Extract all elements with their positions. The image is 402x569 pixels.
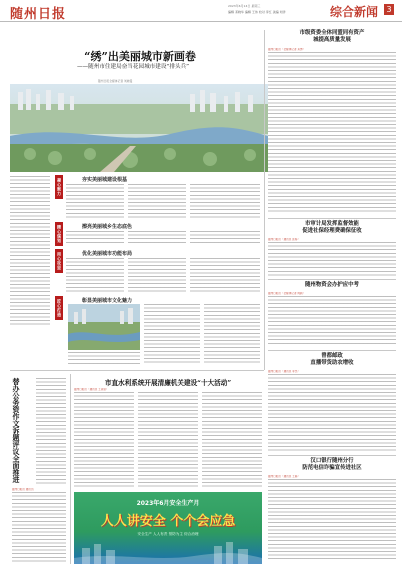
bottom-center-headline: 市直水利系统开展清廉机关建设“十大活动” [104, 379, 232, 387]
date-line: 2023年6月14日 星期三 [228, 4, 261, 8]
lead-byline: 随州日报全媒体记者 刘晓曼 [98, 79, 133, 83]
right-story-3 [268, 282, 396, 348]
section-title-4: 彰显美丽城市文化魅力 [82, 298, 133, 304]
right-story-5-title: 汉口银行随州分行 防范电信诈骗宣传进社区 [302, 458, 362, 471]
masthead [0, 0, 402, 22]
bottom-center-byline: 随州日报讯（通讯员 王冰思） [74, 388, 109, 391]
right-story-4 [268, 353, 396, 453]
lead-subheadline: ——随州市住建局奋当花园城市建设“排头兵” [76, 64, 190, 70]
right-story-1-title: 市级资委全体同盟同有资产 城提高质量发展 [299, 30, 365, 43]
lead-photo [10, 84, 268, 172]
section-title-1: 夯实美丽城建设根基 [82, 177, 128, 183]
section-tag-1: 凝心聚力 [55, 175, 63, 199]
paper-logo: 随州日报 [10, 7, 67, 22]
banner-skyline-graphic [74, 540, 262, 564]
section-tag-2: 精心谋划 [55, 222, 63, 246]
right-story-3-byline: 随州日报讯（全媒体记者 周鸥） [268, 292, 306, 295]
page-number: 3 [384, 4, 394, 15]
right-story-2 [268, 221, 396, 277]
section-tag-3: 用心攻坚 [55, 249, 63, 273]
bottom-left-story [10, 374, 68, 564]
banner-top-text: 2023年6月安全生产月 [136, 500, 200, 507]
banner-main-text: 人人讲安全 个个会应急 [100, 514, 236, 529]
right-story-3-title: 随州物资会办护应中考 [305, 282, 359, 288]
lead-headline: “绣”出美丽城市新画卷 [84, 50, 196, 63]
right-story-4-byline: 随州日报讯（通讯员 李杰） [268, 370, 300, 373]
editor-line: 编辑 邓晓华 编辑 王伟 校对 李红 美编 刘洋 [228, 10, 286, 14]
section-tag-4: 匠心打造 [55, 296, 63, 320]
right-story-1 [268, 30, 396, 216]
right-story-5 [268, 458, 396, 564]
right-story-4-title: 曾都邮政 直播带货助农增收 [310, 353, 354, 366]
section-title-2: 擦亮美丽城乡生态底色 [82, 224, 133, 230]
section-title: 综合新闻 [330, 5, 379, 19]
section-4-photo [68, 304, 140, 350]
bottom-left-headline: 替办公务资作文诉题评议全面推进 [12, 378, 21, 483]
right-story-2-title: 市审计局发挥监督效能 促进社保经理费确保征收 [302, 221, 362, 234]
safety-banner [74, 492, 262, 564]
bottom-left-byline: 随州日报讯 通讯员 [12, 488, 34, 491]
right-story-1-byline: 随州日报讯（全媒体记者 邓勇） [268, 48, 306, 51]
right-story-5-byline: 随州日报讯（通讯员 王娟） [268, 475, 300, 478]
lead-side-summary [10, 176, 50, 326]
bottom-center-story [74, 374, 262, 490]
right-story-2-byline: 随州日报讯（通讯员 张杨） [268, 238, 300, 241]
section-title-3: 优化美丽城市功能布局 [82, 251, 133, 257]
banner-sub-text: 安全生产 人人有责 预防为主 综合治理 [137, 532, 199, 536]
